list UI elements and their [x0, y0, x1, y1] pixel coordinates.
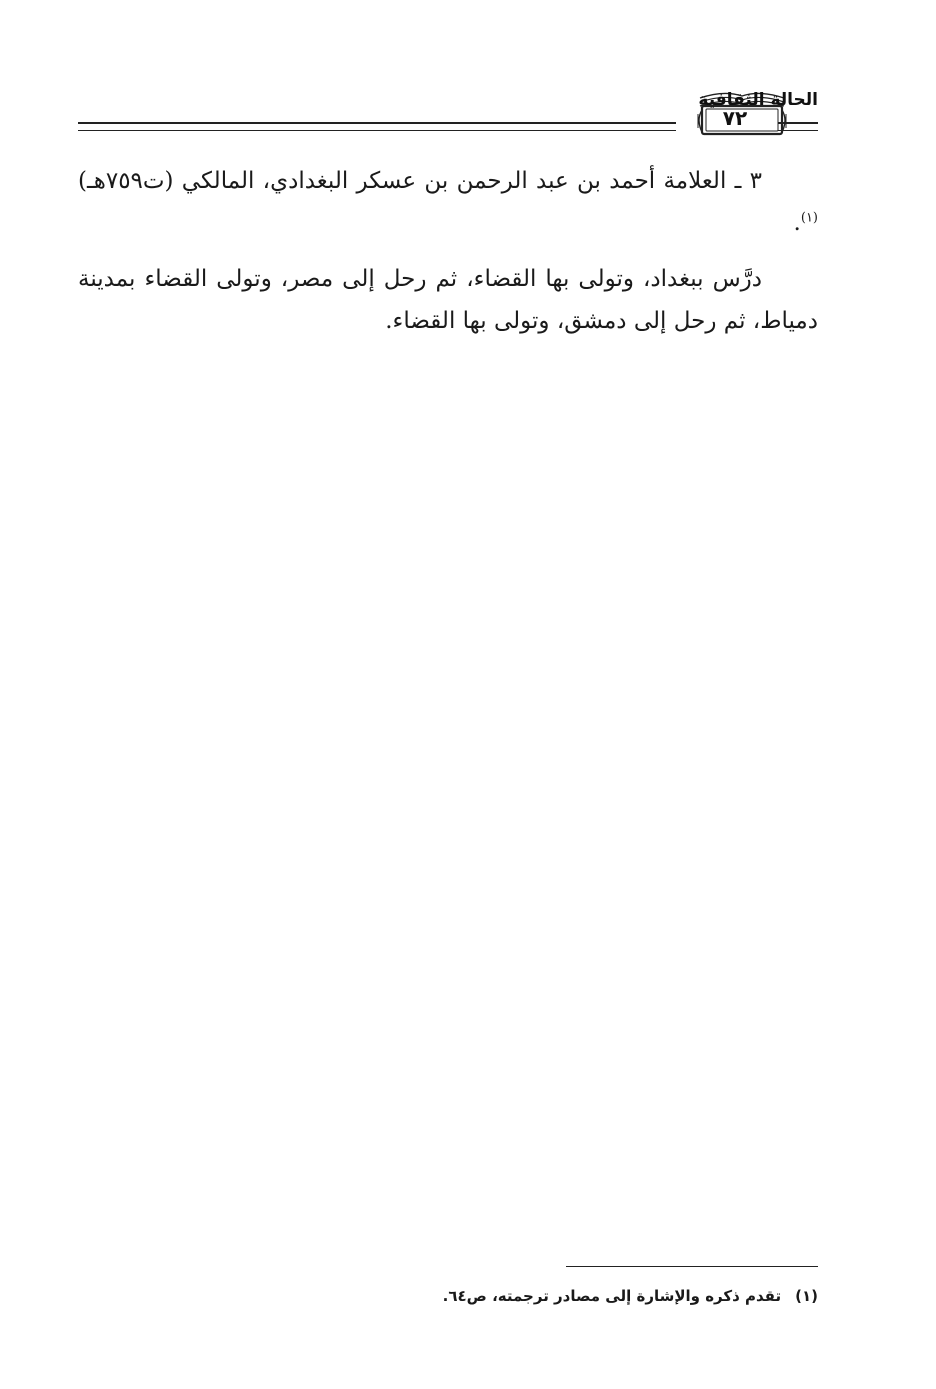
page-header — [78, 86, 818, 146]
header-double-rule-left — [78, 122, 676, 131]
entry-heading-end: . — [793, 210, 801, 236]
main-text — [78, 160, 818, 356]
page-number: ٧٢ — [722, 106, 748, 130]
running-title: الحالة الثقافية — [698, 90, 818, 110]
footnote-separator — [566, 1266, 818, 1267]
footnote-marker: (١) — [795, 1287, 818, 1305]
entry-heading — [78, 160, 818, 244]
footnote-item — [78, 1282, 818, 1310]
footnote-ref[interactable]: (١) — [800, 210, 818, 226]
footnotes — [78, 1282, 818, 1310]
entry-heading-text: ٣ ـ العلامة أحمد بن عبد الرحمن بن عسكر البغدادي، المالكي (ت٧٥٩هـ) — [78, 168, 762, 194]
body-paragraph: درَّس ببغداد، وتولى بها القضاء، ثم رحل إلى مصر، وتولى القضاء بمدينة دمياط، ثم رحل إلى دمشق، وتولى بها القضاء. — [78, 266, 818, 334]
footnote-text: تقدم ذكره والإشارة إلى مصادر ترجمته، ص٦٤. — [442, 1287, 782, 1305]
